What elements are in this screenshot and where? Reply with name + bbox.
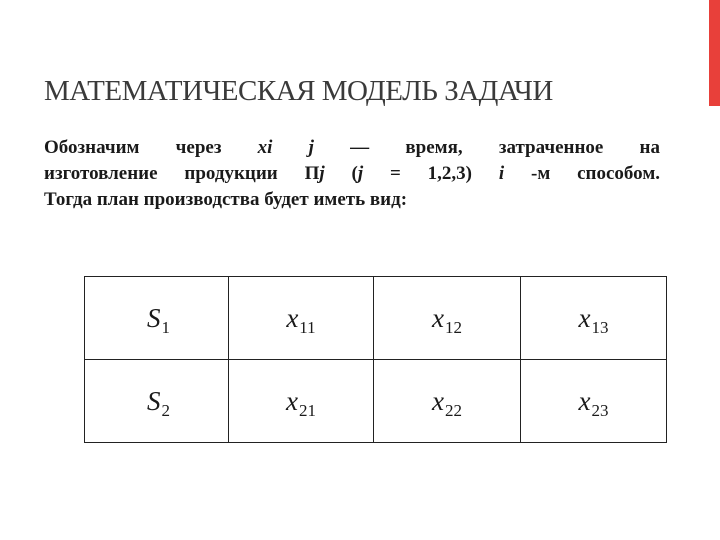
variable-j: j: [357, 163, 364, 184]
text-run: Обозначим через: [44, 137, 258, 158]
accent-bar: [709, 0, 720, 106]
table-cell: [521, 277, 667, 360]
cell-subscript: 13: [591, 317, 609, 337]
variable-j: j: [319, 163, 325, 184]
table-row: [85, 360, 667, 443]
table-cell: [521, 360, 667, 443]
cell-base: x: [286, 385, 298, 416]
table-cell: [229, 360, 374, 443]
text-run: (: [324, 163, 358, 184]
cell-subscript: 12: [444, 317, 462, 337]
slide-title: МАТЕМАТИЧЕСКАЯ МОДЕЛЬ ЗАДАЧИ: [44, 75, 553, 107]
production-plan-table: [84, 276, 667, 443]
cell-base: S: [147, 385, 161, 416]
cell-subscript: 23: [591, 400, 609, 420]
variable-xij: xi j: [257, 137, 314, 158]
table-row: [85, 277, 667, 360]
cell-subscript: 2: [161, 400, 170, 420]
table-cell: [85, 277, 229, 360]
cell-base: x: [578, 385, 591, 416]
paragraph-line-3: Тогда план производства будет иметь вид:: [44, 189, 408, 210]
cell-subscript: 1: [161, 317, 170, 337]
text-run: изготовление продукции П: [44, 163, 320, 184]
cell-subscript: 22: [444, 400, 462, 420]
text-run: — время, затраченное на: [313, 137, 660, 158]
paragraph-line-1: [44, 135, 660, 161]
table-cell: [374, 360, 521, 443]
paragraph-line-2: [44, 161, 660, 187]
table-cell: [85, 360, 229, 443]
cell-base: S: [147, 302, 161, 333]
cell-subscript: 11: [299, 317, 316, 337]
text-run: -м способом.: [504, 163, 661, 184]
variable-i: i: [498, 163, 505, 184]
cell-base: x: [432, 385, 444, 416]
cell-subscript: 21: [298, 400, 316, 420]
table-cell: [229, 277, 374, 360]
cell-base: x: [432, 302, 444, 333]
cell-base: x: [286, 302, 299, 333]
description-paragraph: [44, 135, 660, 213]
cell-base: x: [578, 302, 591, 333]
text-run: = 1,2,3): [363, 163, 499, 184]
table-cell: [374, 277, 521, 360]
